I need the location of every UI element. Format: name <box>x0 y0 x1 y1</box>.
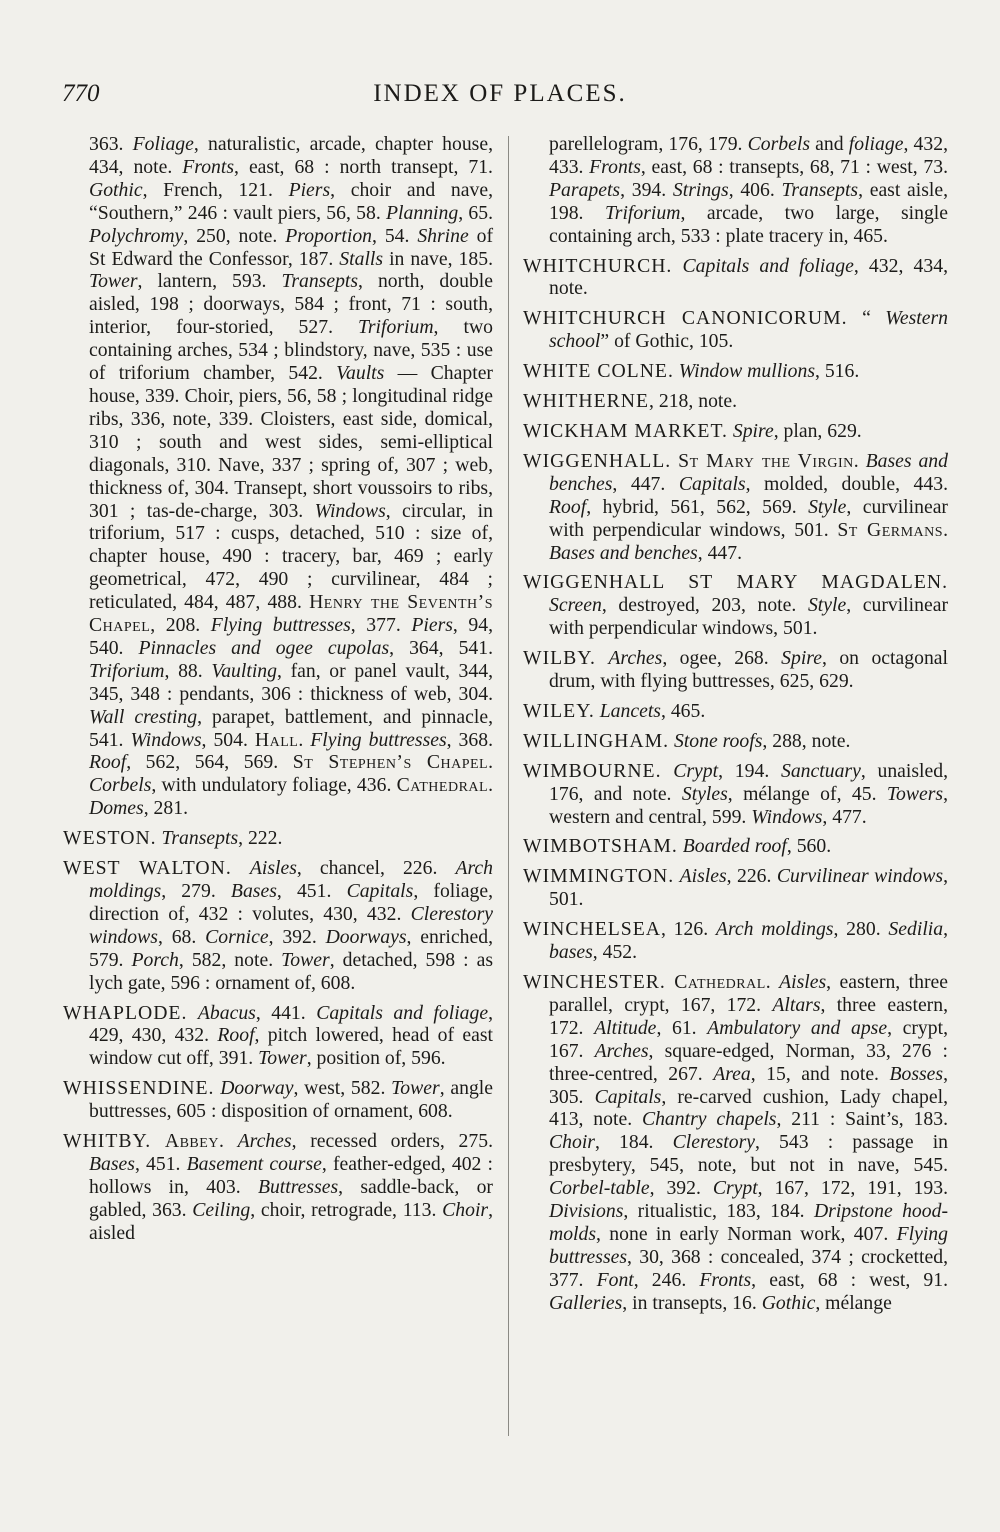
entry-text: Spire <box>732 419 774 442</box>
entry-text: Boarded roof <box>682 835 787 858</box>
entry-text: Fronts <box>589 155 641 178</box>
index-entry <box>63 857 493 994</box>
entry-text: , 281. <box>143 797 188 820</box>
index-entry <box>523 133 948 248</box>
entry-heading: WINCHELSEA <box>523 918 661 941</box>
entry-text: Sedilia <box>888 918 944 941</box>
index-entry <box>523 307 948 353</box>
entry-text: , 477. <box>822 805 867 828</box>
entry-text: , two containing arches, 534 ; blindstory, nave, 535 : use of triforium chamber, 542. <box>89 316 494 385</box>
entry-heading: WESTON. <box>63 827 157 850</box>
entry-text: Tower <box>258 1047 307 1070</box>
entry-text: Divisions <box>549 1200 624 1223</box>
entry-text: , east, 68 : transepts, 68, 71 : west, 73. <box>640 155 948 178</box>
entry-text: Font <box>596 1268 634 1291</box>
entry-text: Window mullions <box>678 360 815 383</box>
entry-text: in nave, 185. <box>383 247 493 270</box>
entry-text: , 560. <box>786 835 832 858</box>
entry-text: , choir, retrograde, 113. <box>250 1198 443 1221</box>
entry-text: Bases and benches <box>549 541 698 564</box>
entry-text: ” of Gothic, 105. <box>600 330 734 353</box>
entry-text <box>232 857 250 879</box>
entry-text: Transepts <box>781 178 859 201</box>
index-entry <box>523 450 948 565</box>
entry-text: Altitude <box>594 1016 657 1039</box>
entry-text: Doorways <box>325 925 407 948</box>
entry-text: Bases and benches <box>549 449 948 495</box>
entry-text: Altars <box>772 993 821 1016</box>
entry-text: , 451. <box>134 1152 187 1175</box>
index-entry <box>63 133 493 820</box>
entry-heading: WEST WALTON. <box>63 857 232 880</box>
entry-text: , ogee, 268. <box>662 647 782 670</box>
entry-text: , 447. <box>697 541 743 564</box>
entry-text: Fronts <box>182 155 235 178</box>
entry-text: , west, 582. <box>293 1077 392 1100</box>
entry-text: Ambulatory and apse <box>707 1016 888 1039</box>
index-entry <box>63 1130 493 1245</box>
entry-heading: WHITCHURCH. <box>523 254 673 277</box>
entry-text: Clerestory <box>672 1131 755 1154</box>
entry-text: Crypt <box>712 1177 758 1200</box>
entry-text: , 222. <box>238 827 283 850</box>
entry-text: Flying buttresses <box>310 728 447 751</box>
entry-text: , curvilinear with perpendicular windows, 501. <box>549 495 948 541</box>
entry-text: , 305. <box>549 1062 948 1108</box>
entry-text: Western school <box>549 307 948 353</box>
entry-heading: WIMBOTSHAM. <box>523 835 678 858</box>
entry-text: Shrine <box>417 224 469 247</box>
entry-text: Gothic <box>89 178 143 201</box>
index-entry <box>523 835 948 858</box>
entry-text: Strings <box>672 178 729 201</box>
entry-text: , circular, in triforium, 517 : cusps, detached, 510 : size of, chapter house, 490 : tracery, bar, 469 ; early geometrical, 472, 490 ; curvilinear, 484 ; reticulated, 484, 487, 488. <box>89 499 493 614</box>
entry-text: , 226. <box>726 865 777 888</box>
entry-text: , east aisle, 198. <box>549 178 949 224</box>
entry-text: , 377. <box>350 614 412 637</box>
entry-heading: WILLINGHAM. <box>523 729 670 752</box>
entry-text: Vaulting <box>211 659 277 682</box>
entry-text: , enriched, 579. <box>89 925 493 971</box>
entry-text <box>666 971 674 993</box>
entry-text: Curvilinear windows <box>776 865 944 888</box>
entry-text: Cornice <box>205 925 269 948</box>
entry-text: Aisles <box>249 857 297 880</box>
entry-text: Pinnacles and ogee cupolas <box>138 636 390 659</box>
entry-text: , 15, and note. <box>750 1062 890 1085</box>
entry-text: , <box>943 918 949 941</box>
entry-text: Flying buttresses <box>549 1222 948 1268</box>
entry-text: , 441. <box>255 1001 317 1024</box>
entry-text: Domes <box>89 797 144 820</box>
entry-text: , 288, note. <box>762 729 851 752</box>
entry-text: Flying buttresses <box>210 614 351 637</box>
entry-text: , 465. <box>660 699 706 722</box>
entry-text: , 543 : passage in presbytery, 545, note, but not in nave, 545. <box>549 1131 949 1177</box>
entry-text: , none in early Norman work, 407. <box>596 1222 897 1245</box>
left-column <box>63 133 493 1252</box>
entry-text: , 167, 172, 191, 193. <box>757 1177 949 1200</box>
entry-text: , 504. <box>201 728 255 751</box>
entry-text: Choir <box>442 1198 489 1221</box>
entry-text: Buttresses <box>257 1175 339 1198</box>
entry-text: , detached, 598 : as lych gate, 596 : ornament of, 608. <box>89 948 493 994</box>
entry-text: . <box>943 518 948 541</box>
entry-text: Polychromy <box>89 224 184 247</box>
entry-text: Arch moldings <box>715 918 834 941</box>
entry-text: Arch moldings <box>89 857 494 902</box>
entry-text: Planning <box>386 201 459 224</box>
entry-text: , 250, note. <box>183 224 286 247</box>
index-entry <box>63 1077 493 1123</box>
entry-text: , 211 : Saint’s, 183. <box>776 1108 948 1131</box>
entry-text: Tower <box>391 1077 440 1100</box>
entry-text: Capitals <box>594 1085 662 1108</box>
entry-text: , 451. <box>276 880 347 902</box>
entry-heading: WHAPLODE. <box>63 1001 188 1024</box>
entry-heading: WILBY. <box>523 647 596 670</box>
entry-text: Ceiling <box>192 1198 251 1221</box>
entry-text: Triforium <box>358 316 434 339</box>
entry-text: and <box>810 133 849 155</box>
entry-text: parellelogram, 176, 179. <box>549 133 748 155</box>
entry-text: , 208. <box>150 614 211 637</box>
entry-text: Corbel-table <box>549 1177 650 1200</box>
page-number: 770 <box>62 80 100 107</box>
entry-text: . <box>765 971 780 993</box>
entry-text: Windows <box>314 499 386 522</box>
entry-text: , 394. <box>620 178 673 201</box>
entry-text: Clerestory windows <box>89 902 493 948</box>
entry-text: Proportion <box>285 224 373 247</box>
entry-text: Abacus <box>197 1001 256 1024</box>
entry-heading: WILEY. <box>523 699 595 722</box>
entry-text: . <box>488 774 493 797</box>
entry-text: Fronts <box>699 1268 752 1291</box>
entry-text: Galleries <box>549 1291 623 1314</box>
index-entry <box>63 1002 493 1071</box>
entry-heading: WIGGENHALL. <box>523 449 672 472</box>
entry-text <box>662 760 674 782</box>
entry-text: , square-edged, Norman, 33, 276 : three-centred, 267. <box>549 1039 948 1085</box>
entry-text: Roof <box>217 1024 255 1047</box>
entry-text: , with undulatory foliage, 436. <box>151 774 397 797</box>
entry-text: , 452. <box>592 941 638 964</box>
entry-text: , 392. <box>268 925 326 948</box>
entry-text: , 246. <box>633 1268 700 1291</box>
entry-text: Sanctuary <box>780 759 861 782</box>
entry-text: , 280. <box>833 918 889 941</box>
entry-text: Stalls <box>339 247 384 270</box>
entry-text: , recessed orders, 275. <box>291 1130 493 1153</box>
entry-text: Bases <box>89 1152 135 1175</box>
index-entry <box>523 971 948 1315</box>
entry-text <box>187 1002 197 1024</box>
running-head: INDEX OF PLACES. <box>373 80 627 107</box>
entry-text: Triforium <box>604 201 681 224</box>
entry-text <box>596 647 608 669</box>
entry-text: , choir and nave, “Southern,” 246 : vault piers, 56, 58. <box>89 178 494 224</box>
entry-text: , 126. <box>660 918 716 941</box>
entry-text: Crypt <box>673 759 719 782</box>
entry-text: , position of, 596. <box>306 1047 446 1070</box>
entry-text: , parapet, battlement, and pinnacle, 541. <box>89 705 493 751</box>
entry-heading: WHISSENDINE. <box>63 1077 215 1100</box>
entry-text: Vaults <box>336 362 385 385</box>
entry-text: Doorway <box>220 1077 294 1100</box>
entry-text: , unaisled, 176, and note. <box>549 759 949 805</box>
index-entry <box>63 827 493 850</box>
entry-text: Gothic <box>761 1291 816 1314</box>
entry-text: , north, double aisled, 198 ; doorways, 584 ; front, 71 : south, interior, four-storied, 527. <box>89 270 493 339</box>
index-entry <box>523 255 948 301</box>
entry-text: . <box>298 728 311 751</box>
entry-text: Abbey <box>164 1130 219 1153</box>
entry-text: Transepts <box>161 827 239 850</box>
entry-text: , mélange <box>815 1291 892 1314</box>
entry-text: , aisled <box>89 1198 493 1244</box>
entry-text: , fan, or panel vault, 344, 345, 348 : pendants, 306 : thickness of web, 304. <box>89 659 494 705</box>
entry-text: , 364, 541. <box>389 636 494 659</box>
entry-text: Windows <box>751 805 823 828</box>
entry-text: Screen <box>549 594 602 617</box>
entry-text: Corbels <box>89 774 152 797</box>
entry-heading: WHITE COLNE. <box>523 360 674 383</box>
entry-text: Roof <box>89 751 127 774</box>
entry-text: Basement course <box>186 1152 322 1175</box>
entry-text: Lancets <box>599 699 661 722</box>
entry-text: , 501. <box>549 865 948 911</box>
entry-text: , naturalistic, arcade, chapter house, 434, note. <box>89 133 493 178</box>
entry-text: , lantern, 593. <box>137 270 282 293</box>
entry-text: “ <box>847 307 886 330</box>
entry-text: , 368. <box>446 728 493 751</box>
entry-text: Towers <box>886 782 944 805</box>
entry-text: , three eastern, 172. <box>549 993 948 1039</box>
entry-text: , mélange of, 45. <box>727 782 887 805</box>
entry-text: , east, 68 : north transept, 71. <box>234 155 493 178</box>
entry-text: , French, 121. <box>142 178 289 201</box>
index-entry <box>523 571 948 640</box>
index-entry <box>523 390 948 413</box>
entry-text: Wall cresting <box>89 705 198 728</box>
entry-text: Style <box>808 495 847 518</box>
entry-heading: WHITHERNE <box>523 390 650 413</box>
entry-text: Arches <box>608 647 663 670</box>
entry-text: Style <box>807 594 847 617</box>
entry-text: St Mary the Virgin <box>678 449 854 472</box>
entry-text: , 194. <box>718 759 781 782</box>
entry-text: , east, 68 : west, 91. <box>751 1268 949 1291</box>
entry-text: Capitals <box>678 472 746 495</box>
entry-text: Foliage <box>132 133 194 155</box>
entry-text: bases <box>549 941 593 964</box>
entry-text: , 218, note. <box>649 390 738 413</box>
entry-text: Cathedral <box>674 971 766 993</box>
entry-text: Spire <box>781 647 822 670</box>
entry-text: of St Edward the Confessor, 187. <box>89 224 493 270</box>
entry-text: Capitals and foliage <box>682 254 854 277</box>
entry-text: Piers <box>411 614 453 637</box>
entry-text: , destroyed, 203, note. <box>601 594 808 617</box>
entry-text: . <box>853 449 866 472</box>
entry-text: , foliage, direction of, 432 : volutes, 430, 432. <box>89 880 493 925</box>
entry-text: , 61. <box>656 1016 708 1039</box>
entry-text: Triforium <box>89 659 165 682</box>
entry-text: Tower <box>281 948 330 971</box>
entry-text: Bosses <box>889 1062 944 1085</box>
column-rule <box>508 136 509 1436</box>
entry-text: Cathedral <box>396 774 489 797</box>
entry-text: , on octagonal drum, with flying buttresses, 625, 629. <box>549 647 948 693</box>
entry-text: , 68. <box>157 925 206 948</box>
index-entry <box>523 918 948 964</box>
entry-text: Arches <box>237 1130 292 1153</box>
entry-text: Henry the Seventh’s Chapel <box>89 591 493 637</box>
entry-heading: WICKHAM MARKET. <box>523 419 728 442</box>
entry-text: Arches <box>594 1039 649 1062</box>
entry-heading: WHITCHURCH CANONICORUM. <box>523 307 848 330</box>
entry-text: Capitals and foliage <box>316 1001 489 1024</box>
entry-text: Transepts <box>281 270 359 293</box>
entry-text: Capitals <box>346 880 414 902</box>
entry-text: 363. <box>89 133 133 155</box>
entry-text: , hybrid, 561, 562, 569. <box>586 495 809 518</box>
entry-text: foliage <box>848 133 904 155</box>
entry-text: Tower <box>89 270 138 293</box>
entry-text: , 65. <box>458 201 494 224</box>
entry-heading: WIGGENHALL ST MARY MAGDALEN. <box>523 571 948 594</box>
entry-text: — Chapter house, 339. Choir, piers, 56, 58 ; longitudinal ridge ribs, 336, note, 339. Cloisters, east side, domical, 310 ; south and west sides, semi-elliptical diagonals, 310. Nave, 337 ; spring of, 307 ; web, thickness of, 304. Transept, short voussoirs to ribs, 301 ; tas-de-charge, 303. <box>89 362 493 522</box>
entry-text: Roof <box>549 495 587 518</box>
entry-text: , crypt, 167. <box>549 1016 949 1062</box>
entry-text: , angle buttresses, 605 : disposition of ornament, 608. <box>89 1077 494 1123</box>
entry-text: , 429, 430, 432. <box>89 1001 494 1047</box>
entry-text: Choir <box>549 1131 595 1154</box>
entry-text: Bases <box>230 880 277 902</box>
entry-text: Chantry chapels <box>641 1108 777 1131</box>
index-entry <box>523 865 948 911</box>
entry-text: , 94, 540. <box>89 614 494 659</box>
entry-text <box>151 1130 165 1152</box>
index-entry <box>523 730 948 753</box>
entry-text: , chancel, 226. <box>296 857 456 880</box>
entry-text: Stone roofs <box>673 729 763 752</box>
entry-text: Hall <box>254 728 299 751</box>
index-entry <box>523 647 948 693</box>
entry-text: , pitch lowered, head of east window cut off, 391. <box>89 1024 493 1070</box>
right-column <box>523 133 948 1322</box>
entry-text: , 406. <box>728 178 782 201</box>
entry-text: , 279. <box>161 880 231 902</box>
entry-text: Dripstone hood-molds <box>549 1200 948 1245</box>
entry-text: , 30, 368 : concealed, 374 ; crocketted, 377. <box>549 1245 948 1291</box>
index-entry <box>523 700 948 723</box>
entry-text: , 582, note. <box>178 948 282 971</box>
entry-text: , saddle-back, or gabled, 363. <box>89 1175 493 1221</box>
entry-text: . <box>218 1130 238 1153</box>
entry-text: Aisles <box>779 971 827 993</box>
entry-text: , ritualistic, 183, 184. <box>623 1200 814 1223</box>
entry-text: , eastern, three parallel, crypt, 167, 172. <box>549 971 949 1016</box>
entry-text: Corbels <box>747 133 810 155</box>
entry-text: , 516. <box>814 360 860 383</box>
index-entry <box>523 420 948 443</box>
entry-heading: WIMMINGTON. <box>523 865 675 888</box>
entry-heading: WHITBY. <box>63 1130 152 1153</box>
entry-text: , arcade, two large, single containing arch, 533 : plate tracery in, 465. <box>549 201 949 247</box>
entry-heading: WIMBOURNE. <box>523 759 662 782</box>
entry-text: , 392. <box>649 1177 713 1200</box>
entry-text: St Germans <box>837 518 944 541</box>
entry-text: , 54. <box>372 224 418 247</box>
entry-text: , plan, 629. <box>773 419 862 442</box>
entry-text: Aisles <box>679 865 727 888</box>
entry-text: , 184. <box>594 1131 673 1154</box>
entry-text: , curvilinear with perpendicular windows, 501. <box>549 594 948 640</box>
entry-text: Porch <box>131 948 179 971</box>
entry-text: , 562, 564, 569. <box>126 751 293 774</box>
entry-text: Windows <box>130 728 202 751</box>
entry-text: Styles <box>681 782 728 805</box>
index-entry <box>523 760 948 829</box>
entry-text <box>672 255 682 277</box>
entry-text: Piers <box>288 178 331 201</box>
entry-text: Area <box>713 1062 751 1085</box>
entry-text: , 88. <box>164 659 212 682</box>
entry-text: , in transepts, 16. <box>622 1291 762 1314</box>
entry-text: , molded, double, 443. <box>745 472 948 495</box>
entry-text: Parapets <box>549 178 621 201</box>
entry-text: , 432, 434, note. <box>549 254 948 300</box>
entry-text: , 432, 433. <box>549 133 948 178</box>
entry-text: , 447. <box>612 472 679 495</box>
index-entry <box>523 360 948 383</box>
entry-text: St Stephen’s Chapel <box>292 751 489 774</box>
entry-text: , western and central, 599. <box>549 782 948 828</box>
entry-text: . <box>488 751 494 774</box>
entry-text: , re-carved cushion, Lady chapel, 413, note. <box>549 1085 948 1131</box>
entry-text: , feather-edged, 402 : hollows in, 403. <box>89 1152 494 1198</box>
entry-heading: WINCHESTER. <box>523 971 666 993</box>
